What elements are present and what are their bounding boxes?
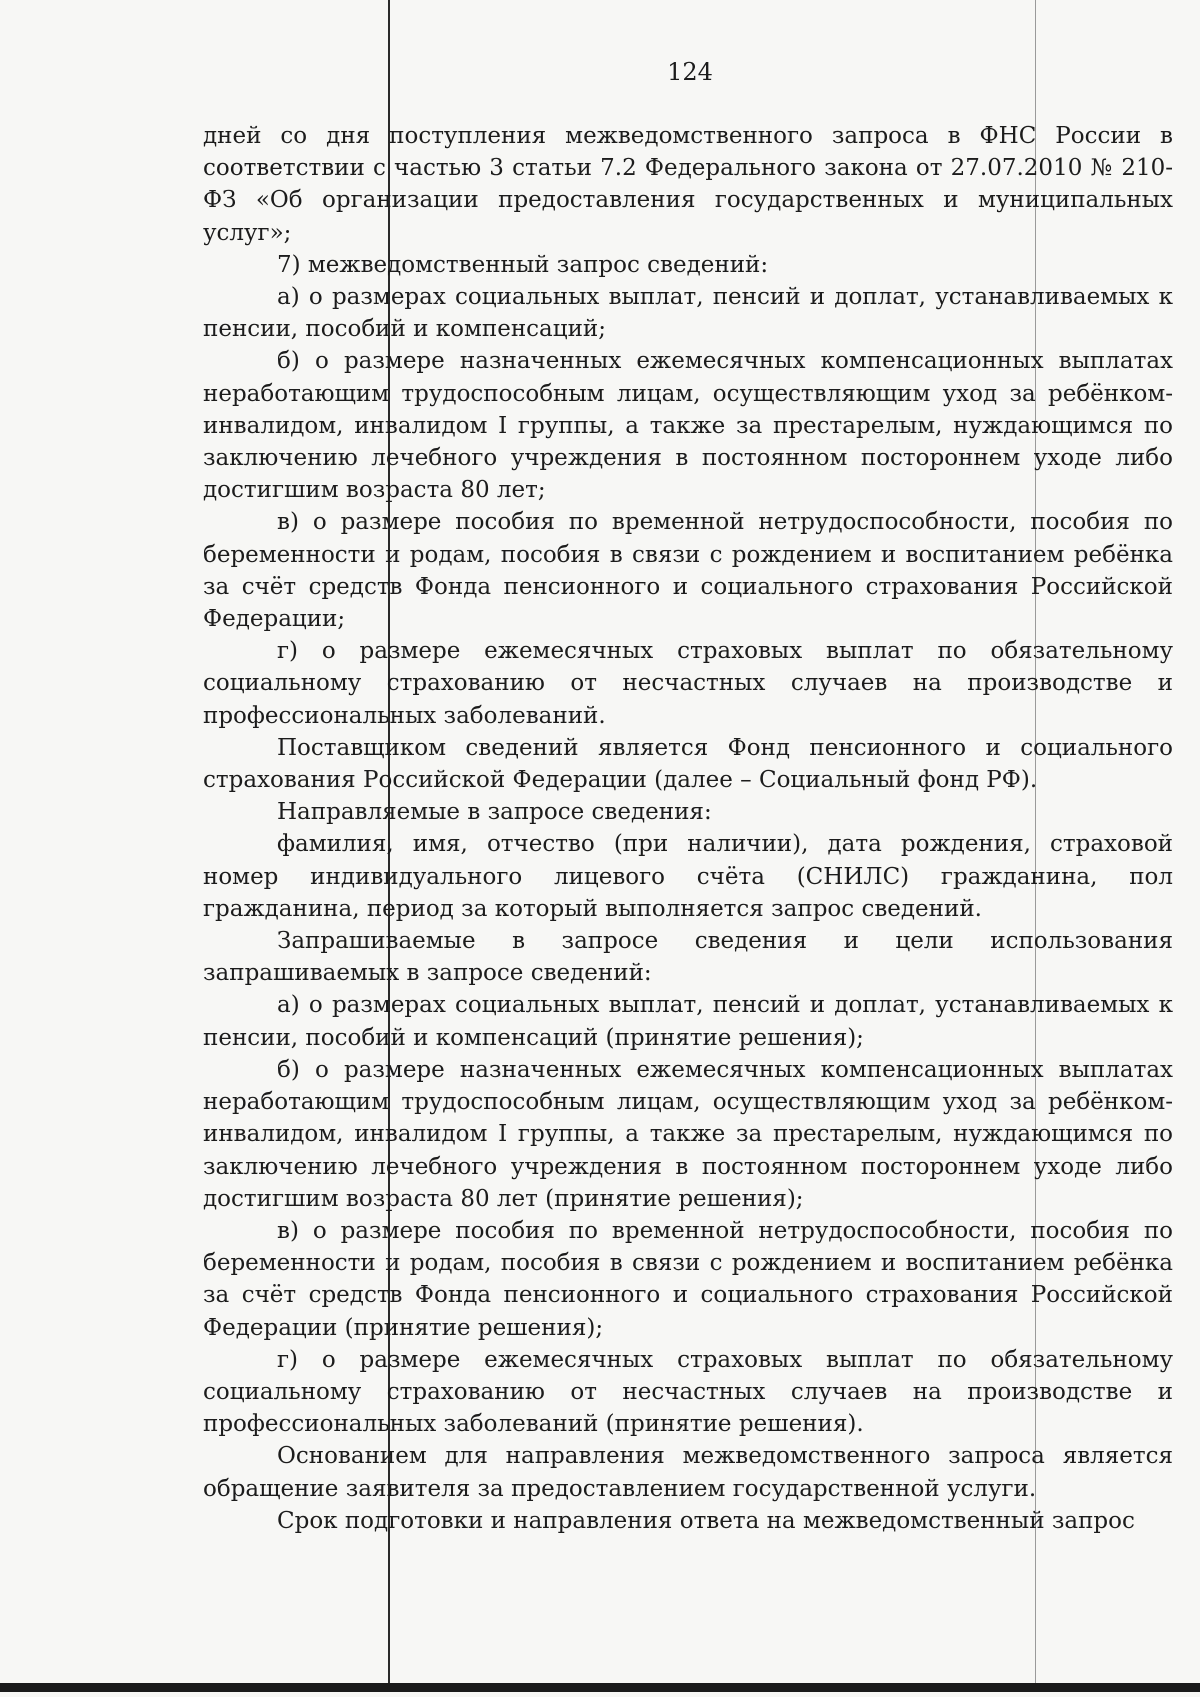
paragraph: г) о размере ежемесячных страховых выплат по обязательному социальному страхованию от несчастных случаев на производстве и профессиональных заболеваний. bbox=[203, 638, 1173, 729]
paragraph: г) о размере ежемесячных страховых выплат по обязательному социальному страхованию от несчастных случаев на производстве и профессиональных заболеваний (принятие решения). bbox=[203, 1346, 1173, 1438]
page-number: 124 bbox=[667, 58, 713, 86]
paragraph: а) о размерах социальных выплат, пенсий и доплат, устанавливаемых к пенсии, пособий и компенсаций; bbox=[203, 284, 1173, 343]
paragraph: в) о размере пособия по временной нетрудоспособности, пособия по беременности и родам, пособия в связи с рождением и воспитанием ребёнка за счёт средств Фонда пенсионного и социального страхования Российской Федерации (принятие решения); bbox=[203, 1217, 1173, 1341]
paragraph: Основанием для направления межведомственного запроса является обращение заявителя за предоставлением государственной услуги. bbox=[203, 1443, 1173, 1502]
document-body bbox=[203, 120, 1173, 1537]
paragraph: фамилия, имя, отчество (при наличии), дата рождения, страховой номер индивидуального лицевого счёта (СНИЛС) гражданина, пол гражданина, период за который выполняется запрос сведений. bbox=[203, 831, 1173, 922]
scan-bottom-bar bbox=[0, 1683, 1200, 1692]
paragraph: Направляемые в запросе сведения: bbox=[277, 799, 712, 826]
paragraph: Поставщиком сведений является Фонд пенсионного и социального страхования Российской Федерации (далее – Социальный фонд РФ). bbox=[203, 734, 1173, 794]
paragraph: в) о размере пособия по временной нетрудоспособности, пособия по беременности и родам, пособия в связи с рождением и воспитанием ребёнка за счёт средств Фонда пенсионного и социального страхования Российской Федерации; bbox=[203, 509, 1173, 633]
paragraph: Срок подготовки и направления ответа на межведомственный запрос bbox=[277, 1507, 1135, 1534]
paragraph: б) о размере назначенных ежемесячных компенсационных выплатах неработающим трудоспособным лицам, осуществляющим уход за ребёнком-инвалидом, инвалидом I группы, а также за престарелым, нуждающимся по заключению лечебного учреждения в постоянном постороннем уходе либо достигшим возраста 80 лет (принятие решения); bbox=[203, 1056, 1173, 1212]
paragraph: 7) межведомственный запрос сведений: bbox=[277, 251, 769, 278]
paragraph: Запрашиваемые в запросе сведения и цели использования запрашиваемых в запросе сведений: bbox=[203, 928, 1173, 987]
paragraph: дней со дня поступления межведомственного запроса в ФНС России в соответствии с частью 3 статьи 7.2 Федерального закона от 27.07.2010 № 210-ФЗ «Об организации предоставления государственных и муниципальных услуг»; bbox=[203, 123, 1173, 246]
paragraph: б) о размере назначенных ежемесячных компенсационных выплатах неработающим трудоспособным лицам, осуществляющим уход за ребёнком-инвалидом, инвалидом I группы, а также за престарелым, нуждающимся по заключению лечебного учреждения в постоянном постороннем уходе либо достигшим возраста 80 лет; bbox=[203, 348, 1173, 504]
paragraph: а) о размерах социальных выплат, пенсий и доплат, устанавливаемых к пенсии, пособий и компенсаций (принятие решения); bbox=[203, 992, 1173, 1051]
